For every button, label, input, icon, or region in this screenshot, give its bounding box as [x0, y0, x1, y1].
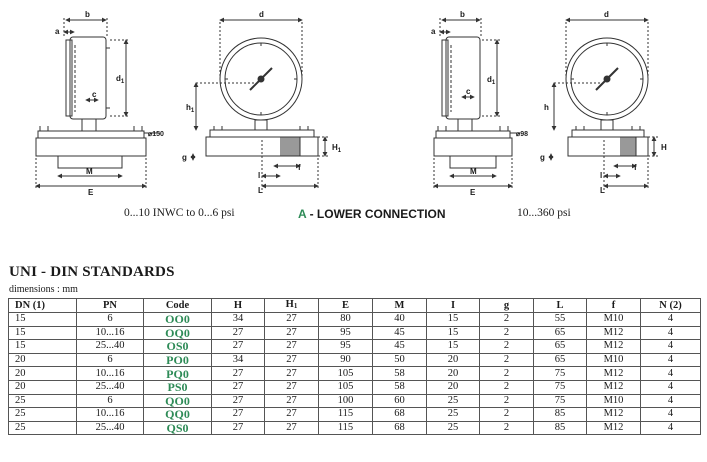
table-cell: M12 — [587, 340, 641, 354]
table-cell: 27 — [265, 408, 319, 422]
table-cell: 45 — [373, 340, 427, 354]
label-L: L — [258, 186, 263, 195]
label-dia150: ⌀150 — [148, 131, 164, 138]
code-cell: OO0 — [144, 313, 212, 327]
code-cell: QS0 — [144, 421, 212, 435]
table-cell: 6 — [77, 313, 144, 327]
table-row — [9, 353, 701, 367]
table-cell: 60 — [373, 394, 427, 408]
table-cell: M10 — [587, 353, 641, 367]
table-cell: 6 — [77, 394, 144, 408]
label-d-2: d — [604, 10, 609, 19]
table-cell: 75 — [534, 394, 587, 408]
table-cell: 4 — [641, 367, 701, 381]
table-cell: 40 — [373, 313, 427, 327]
table-cell: 105 — [319, 380, 373, 394]
table-cell: 27 — [265, 394, 319, 408]
table-row — [9, 340, 701, 354]
table-cell: 4 — [641, 353, 701, 367]
table-cell: 15 — [9, 340, 77, 354]
table-cell: 27 — [265, 380, 319, 394]
table-cell: 58 — [373, 380, 427, 394]
table-row — [9, 313, 701, 327]
table-cell: 4 — [641, 394, 701, 408]
svg-text:h1 — [186, 103, 195, 114]
table-cell: 2 — [480, 380, 534, 394]
front-view-low-pressure — [182, 10, 342, 195]
table-cell: 20 — [9, 367, 77, 381]
column-header: N (2) — [641, 299, 701, 313]
label-M: M — [86, 167, 93, 176]
table-cell: 25 — [9, 394, 77, 408]
label-d: d — [259, 10, 264, 19]
table-cell: 58 — [373, 367, 427, 381]
table-cell: 85 — [534, 421, 587, 435]
table-cell: 50 — [373, 353, 427, 367]
table-cell: M12 — [587, 421, 641, 435]
table-cell: 27 — [212, 421, 265, 435]
table-cell: M12 — [587, 380, 641, 394]
table-cell: 2 — [480, 353, 534, 367]
label-dia98: ⌀98 — [516, 131, 529, 138]
label-f-2: f — [634, 163, 637, 172]
caption-accent-letter: A — [298, 207, 307, 221]
table-cell: M12 — [587, 367, 641, 381]
side-view-high-pressure — [431, 10, 528, 197]
code-cell: PO0 — [144, 353, 212, 367]
table-cell: 105 — [319, 367, 373, 381]
technical-drawings — [0, 0, 707, 200]
table-cell: 4 — [641, 313, 701, 327]
column-header: f — [587, 299, 641, 313]
column-header: E — [319, 299, 373, 313]
table-header-row — [9, 299, 701, 313]
table-cell: 20 — [427, 380, 480, 394]
table-cell: 27 — [212, 408, 265, 422]
label-d1-sub: 1 — [120, 79, 125, 85]
table-cell: 80 — [319, 313, 373, 327]
table-cell: 34 — [212, 313, 265, 327]
table-cell: 55 — [534, 313, 587, 327]
label-a: a — [55, 27, 60, 36]
table-cell: 2 — [480, 340, 534, 354]
table-row — [9, 367, 701, 381]
section-title: UNI - DIN STANDARDS — [9, 264, 175, 280]
table-row — [9, 394, 701, 408]
table-cell: 115 — [319, 408, 373, 422]
table-cell: M10 — [587, 313, 641, 327]
table-cell: 85 — [534, 408, 587, 422]
column-header: DN (1) — [9, 299, 77, 313]
table-cell: 27 — [265, 340, 319, 354]
svg-text:H1 — [332, 143, 342, 154]
table-row — [9, 380, 701, 394]
column-header: I — [427, 299, 480, 313]
label-c: c — [92, 90, 97, 99]
table-cell: 65 — [534, 340, 587, 354]
table-cell: 25...40 — [77, 380, 144, 394]
table-cell: 10...16 — [77, 326, 144, 340]
table-cell: 15 — [427, 313, 480, 327]
table-cell: 2 — [480, 367, 534, 381]
label-b: b — [85, 10, 90, 19]
column-header: Code — [144, 299, 212, 313]
code-cell: QO0 — [144, 394, 212, 408]
side-view-low-pressure — [36, 10, 164, 197]
column-header: $H_1$ — [265, 299, 319, 313]
label-d1-2: d — [487, 75, 492, 84]
table-row — [9, 326, 701, 340]
code-cell: OQ0 — [144, 326, 212, 340]
column-header: L — [534, 299, 587, 313]
table-cell: 2 — [480, 326, 534, 340]
table-cell: 20 — [427, 353, 480, 367]
table-cell: M12 — [587, 408, 641, 422]
table-cell: 2 — [480, 313, 534, 327]
label-h1-sub: 1 — [190, 108, 195, 114]
label-L-2: L — [600, 186, 605, 195]
table-cell: 4 — [641, 421, 701, 435]
column-header: M — [373, 299, 427, 313]
table-cell: 115 — [319, 421, 373, 435]
caption-low-pressure: 0...10 INWC to 0...6 psi — [124, 207, 235, 219]
table-cell: 25 — [427, 394, 480, 408]
table-cell: 27 — [212, 326, 265, 340]
table-cell: 25 — [427, 421, 480, 435]
table-cell: 27 — [212, 367, 265, 381]
table-row — [9, 408, 701, 422]
code-cell: PS0 — [144, 380, 212, 394]
table-cell: 25...40 — [77, 421, 144, 435]
label-a-2: a — [431, 27, 436, 36]
table-cell: 27 — [265, 367, 319, 381]
svg-text:d1 — [116, 74, 125, 85]
caption-high-pressure: 10...360 psi — [517, 207, 571, 219]
table-cell: 27 — [265, 313, 319, 327]
table-cell: 68 — [373, 408, 427, 422]
table-cell: 65 — [534, 326, 587, 340]
column-header: H — [212, 299, 265, 313]
table-cell: 27 — [212, 380, 265, 394]
table-cell: 15 — [427, 326, 480, 340]
table-cell: 10...16 — [77, 408, 144, 422]
label-d1: d — [116, 74, 121, 83]
table-cell: 25 — [427, 408, 480, 422]
table-cell: 6 — [77, 353, 144, 367]
table-cell: 90 — [319, 353, 373, 367]
section-subtitle: dimensions : mm — [9, 284, 78, 295]
table-cell: 15 — [9, 326, 77, 340]
code-cell: QQ0 — [144, 408, 212, 422]
label-l: l — [258, 171, 261, 180]
table-cell: 75 — [534, 367, 587, 381]
table-cell: 20 — [9, 353, 77, 367]
table-cell: 95 — [319, 340, 373, 354]
caption-lower-connection-text: - LOWER CONNECTION — [306, 207, 446, 221]
table-cell: 34 — [212, 353, 265, 367]
label-f: f — [298, 163, 301, 172]
label-M-2: M — [470, 167, 477, 176]
table-cell: M10 — [587, 394, 641, 408]
table-cell: 4 — [641, 380, 701, 394]
table-cell: 27 — [265, 421, 319, 435]
table-cell: 68 — [373, 421, 427, 435]
label-l-2: l — [600, 171, 603, 180]
dimensions-table — [8, 298, 701, 435]
label-E-2: E — [470, 188, 476, 197]
table-cell: 4 — [641, 408, 701, 422]
column-header: PN — [77, 299, 144, 313]
label-c-2: c — [466, 87, 471, 96]
table-cell: 2 — [480, 408, 534, 422]
table-cell: 27 — [265, 353, 319, 367]
table-cell: 65 — [534, 353, 587, 367]
label-h: h — [544, 103, 549, 112]
label-H1-sub: 1 — [337, 148, 342, 154]
table-cell: 4 — [641, 340, 701, 354]
table-cell: 25...40 — [77, 340, 144, 354]
label-g-2: g — [540, 153, 545, 162]
table-row — [9, 421, 701, 435]
code-cell: PQ0 — [144, 367, 212, 381]
column-header: g — [480, 299, 534, 313]
table-cell: 20 — [9, 380, 77, 394]
caption-lower-connection — [298, 207, 446, 221]
label-H: H — [661, 143, 667, 152]
table-cell: 75 — [534, 380, 587, 394]
table-cell: 27 — [212, 394, 265, 408]
svg-text:d1 — [487, 75, 496, 86]
table-cell: 100 — [319, 394, 373, 408]
table-body — [9, 313, 701, 435]
code-cell: OS0 — [144, 340, 212, 354]
table-cell: 27 — [265, 326, 319, 340]
label-E: E — [88, 188, 94, 197]
label-g: g — [182, 153, 187, 162]
front-view-high-pressure — [540, 10, 667, 195]
table-cell: 20 — [427, 367, 480, 381]
table-cell: 2 — [480, 421, 534, 435]
table-cell: 95 — [319, 326, 373, 340]
label-d1-sub-2: 1 — [491, 80, 496, 86]
table-cell: 4 — [641, 326, 701, 340]
table-cell: M12 — [587, 326, 641, 340]
table-cell: 2 — [480, 394, 534, 408]
table-cell: 10...16 — [77, 367, 144, 381]
label-h1: h — [186, 103, 191, 112]
table-cell: 27 — [212, 340, 265, 354]
table-cell: 25 — [9, 421, 77, 435]
label-H1: H — [332, 143, 338, 152]
table-cell: 45 — [373, 326, 427, 340]
label-b-2: b — [460, 10, 465, 19]
table-cell: 15 — [9, 313, 77, 327]
table-cell: 15 — [427, 340, 480, 354]
table-cell: 25 — [9, 408, 77, 422]
